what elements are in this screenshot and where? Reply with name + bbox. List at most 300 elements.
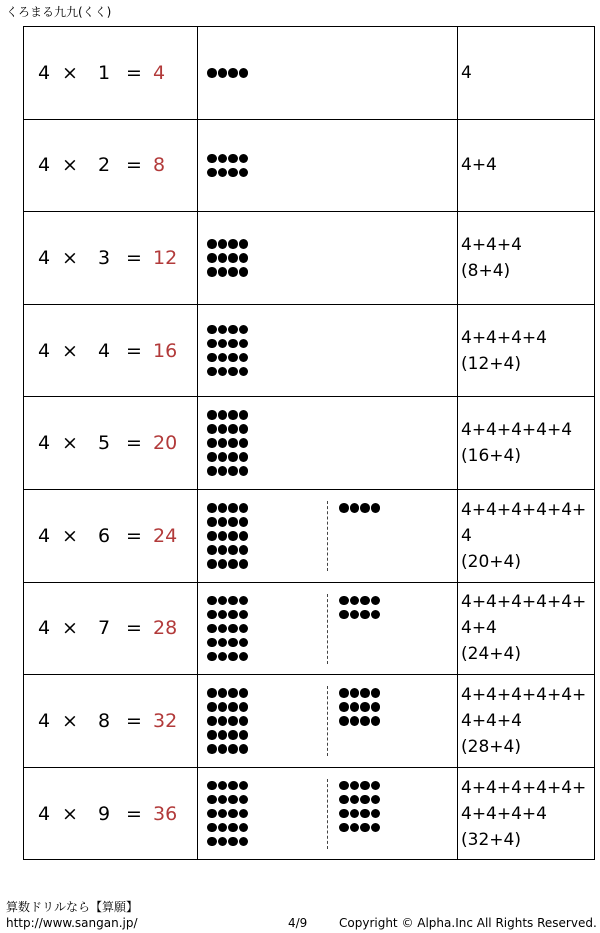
dots-cell [198, 304, 458, 397]
dot-icon [371, 823, 381, 833]
dot-icon [207, 624, 217, 634]
dot-icon [339, 795, 349, 805]
sum-cell [458, 119, 595, 212]
equals-sign: = [126, 617, 142, 640]
dot-icon [218, 438, 228, 448]
dot-icon [207, 424, 217, 434]
dot-icon [239, 795, 249, 805]
times-sign: × [62, 339, 78, 362]
dot-icon [207, 545, 217, 555]
dot-icon [207, 531, 217, 541]
dot-icon [371, 610, 381, 620]
dot-icon [207, 466, 217, 476]
equation [24, 525, 197, 547]
dot-icon [228, 837, 238, 847]
multiplier: 2 [97, 154, 111, 177]
dots-cell [198, 119, 458, 212]
equals-sign: = [126, 339, 142, 362]
times-sign: × [62, 709, 78, 732]
equation [24, 154, 197, 176]
dot-icon [207, 410, 217, 420]
dot-icon [218, 239, 228, 249]
equation-cell [24, 27, 198, 120]
dot-icon [207, 517, 217, 527]
multiplicand: 4 [37, 339, 51, 362]
dot-icon [360, 503, 370, 513]
dot-icon [360, 702, 370, 712]
multiplier: 7 [97, 617, 111, 640]
dot-icon [360, 781, 370, 791]
dot-icon [239, 168, 249, 178]
dot-icon [207, 730, 217, 740]
dot-icon [228, 452, 238, 462]
dot-icon [218, 253, 228, 263]
dot-icon [360, 716, 370, 726]
dot-icon [228, 466, 238, 476]
dot-icon [360, 688, 370, 698]
product: 4 [153, 61, 166, 84]
sum-line: (20+4) [461, 551, 521, 572]
equals-sign: = [126, 802, 142, 825]
table-row [24, 767, 595, 860]
dot-icon [360, 610, 370, 620]
dots-group-left [207, 68, 249, 78]
multiplicand: 4 [37, 709, 51, 732]
dot-icon [207, 325, 217, 335]
product: 32 [153, 709, 178, 732]
sum-line: 4+4+4+4+4+ [461, 592, 587, 613]
multiplier: 4 [97, 339, 111, 362]
dot-icon [350, 503, 360, 513]
dot-icon [207, 339, 217, 349]
multiplier: 6 [97, 524, 111, 547]
dashed-divider [327, 779, 328, 849]
dot-icon [228, 253, 238, 263]
dots-group-left [207, 596, 249, 662]
dot-icon [239, 688, 249, 698]
dot-icon [228, 267, 238, 277]
dot-icon [350, 688, 360, 698]
dot-icon [207, 154, 217, 164]
sum-line: 4 [461, 525, 472, 546]
dot-icon [239, 781, 249, 791]
dot-icon [228, 353, 238, 363]
equation [24, 803, 197, 825]
dot-icon [339, 610, 349, 620]
table-row [24, 675, 595, 768]
sum-line: (28+4) [461, 736, 521, 757]
dot-icon [371, 596, 381, 606]
dot-icon [228, 744, 238, 754]
dot-icon [207, 688, 217, 698]
dot-icon [218, 367, 228, 377]
dot-icon [228, 596, 238, 606]
dot-icon [239, 545, 249, 555]
dot-icon [371, 809, 381, 819]
dots-cell [198, 675, 458, 768]
sum-line: 4+4+4+4+4+ [461, 499, 587, 520]
sum-cell [458, 27, 595, 120]
dot-icon [218, 823, 228, 833]
dot-icon [228, 531, 238, 541]
sum-line: 4+4 [461, 618, 497, 639]
dots-group-left [207, 154, 249, 178]
sum-cell [458, 212, 595, 305]
times-sign: × [62, 154, 78, 177]
dots-group-left [207, 410, 249, 476]
dot-icon [207, 809, 217, 819]
dashed-divider [327, 594, 328, 664]
dot-icon [239, 610, 249, 620]
dot-icon [239, 652, 249, 662]
dot-icon [218, 781, 228, 791]
dot-icon [239, 559, 249, 569]
product: 28 [153, 617, 178, 640]
dot-icon [228, 716, 238, 726]
times-sign: × [62, 617, 78, 640]
dot-icon [228, 438, 238, 448]
dot-icon [228, 688, 238, 698]
dot-icon [228, 339, 238, 349]
table-row [24, 489, 595, 582]
dot-icon [239, 466, 249, 476]
dot-icon [239, 809, 249, 819]
dots-group-left [207, 325, 249, 377]
dot-icon [371, 781, 381, 791]
equation-cell [24, 767, 198, 860]
dot-icon [228, 652, 238, 662]
dot-icon [218, 424, 228, 434]
multiplier: 9 [97, 802, 111, 825]
dot-icon [239, 837, 249, 847]
equation [24, 617, 197, 639]
multiplicand: 4 [37, 524, 51, 547]
equals-sign: = [126, 61, 142, 84]
dot-icon [207, 702, 217, 712]
dot-icon [239, 68, 249, 78]
product: 24 [153, 524, 178, 547]
sum-line: (32+4) [461, 829, 521, 850]
dot-icon [339, 688, 349, 698]
dot-icon [228, 517, 238, 527]
dashed-divider [327, 501, 328, 571]
product: 12 [153, 246, 178, 269]
dots-cell [198, 397, 458, 490]
dot-icon [228, 325, 238, 335]
dot-icon [218, 688, 228, 698]
equation-cell [24, 119, 198, 212]
dot-icon [218, 730, 228, 740]
dot-icon [228, 239, 238, 249]
product: 16 [153, 339, 178, 362]
dot-icon [360, 596, 370, 606]
dot-icon [207, 596, 217, 606]
dot-icon [207, 239, 217, 249]
dot-icon [339, 823, 349, 833]
dots-group-right [339, 596, 381, 620]
dots-group-right [339, 503, 381, 513]
dots-cell [198, 212, 458, 305]
dot-icon [207, 68, 217, 78]
page-title: くろまる九九(くく) [6, 5, 112, 19]
equals-sign: = [126, 432, 142, 455]
dot-icon [218, 531, 228, 541]
dot-icon [339, 503, 349, 513]
dot-icon [239, 744, 249, 754]
dot-icon [218, 410, 228, 420]
dot-icon [239, 730, 249, 740]
dot-icon [371, 795, 381, 805]
sum-cell [458, 582, 595, 675]
dot-icon [228, 545, 238, 555]
dot-icon [218, 837, 228, 847]
dot-icon [218, 168, 228, 178]
dot-icon [371, 503, 381, 513]
table-row [24, 304, 595, 397]
dot-icon [239, 239, 249, 249]
dashed-divider [327, 686, 328, 756]
dot-icon [350, 596, 360, 606]
footer-site-name: 算数ドリルなら【算願】 [6, 900, 139, 914]
multiplicand: 4 [37, 154, 51, 177]
dot-icon [239, 702, 249, 712]
dot-icon [218, 466, 228, 476]
dot-icon [228, 410, 238, 420]
dot-icon [218, 452, 228, 462]
dots-cell [198, 767, 458, 860]
dot-icon [239, 410, 249, 420]
equals-sign: = [126, 524, 142, 547]
dot-icon [228, 624, 238, 634]
dot-icon [218, 325, 228, 335]
dot-icon [218, 652, 228, 662]
dot-icon [228, 424, 238, 434]
dot-icon [339, 596, 349, 606]
sum-cell [458, 489, 595, 582]
dot-icon [218, 339, 228, 349]
multiplier: 1 [97, 61, 111, 84]
dot-icon [350, 809, 360, 819]
dot-icon [207, 267, 217, 277]
equals-sign: = [126, 154, 142, 177]
dot-icon [207, 781, 217, 791]
dot-icon [218, 716, 228, 726]
dot-icon [228, 638, 238, 648]
dot-icon [239, 638, 249, 648]
dot-icon [207, 168, 217, 178]
multiplier: 3 [97, 246, 111, 269]
dot-icon [239, 624, 249, 634]
table-row [24, 582, 595, 675]
dot-icon [350, 795, 360, 805]
dot-icon [207, 652, 217, 662]
dot-icon [239, 438, 249, 448]
dot-icon [228, 168, 238, 178]
equation [24, 247, 197, 269]
dot-icon [218, 517, 228, 527]
times-sign: × [62, 61, 78, 84]
dot-icon [218, 545, 228, 555]
equation-cell [24, 397, 198, 490]
equation [24, 710, 197, 732]
dot-icon [350, 702, 360, 712]
equation-cell [24, 489, 198, 582]
dot-icon [350, 610, 360, 620]
table-row [24, 119, 595, 212]
dot-icon [350, 823, 360, 833]
dot-icon [239, 596, 249, 606]
dots-group-left [207, 688, 249, 754]
dot-icon [350, 716, 360, 726]
dot-icon [239, 531, 249, 541]
dot-icon [239, 267, 249, 277]
dot-icon [228, 154, 238, 164]
dots-cell [198, 489, 458, 582]
dot-icon [228, 702, 238, 712]
dot-icon [239, 339, 249, 349]
dot-icon [228, 781, 238, 791]
table-row [24, 397, 595, 490]
dot-icon [371, 702, 381, 712]
multiplicand: 4 [37, 802, 51, 825]
dot-icon [218, 353, 228, 363]
dot-icon [207, 367, 217, 377]
equals-sign: = [126, 246, 142, 269]
dot-icon [228, 68, 238, 78]
dot-icon [218, 154, 228, 164]
dots-group-left [207, 239, 249, 277]
equation-cell [24, 304, 198, 397]
dot-icon [228, 823, 238, 833]
dot-icon [228, 730, 238, 740]
dots-group-right [339, 781, 381, 833]
dot-icon [207, 353, 217, 363]
dot-icon [207, 610, 217, 620]
multiplication-table [23, 26, 595, 860]
dot-icon [239, 823, 249, 833]
dot-icon [207, 253, 217, 263]
dot-icon [207, 638, 217, 648]
times-sign: × [62, 246, 78, 269]
dots-group-right [339, 688, 381, 726]
sum-line: (24+4) [461, 644, 521, 665]
dot-icon [228, 559, 238, 569]
dot-icon [218, 809, 228, 819]
dots-group-left [207, 781, 249, 847]
sum-line: 4+4 [461, 155, 497, 176]
sum-line: 4+4+4+4+4 [461, 420, 573, 441]
product: 8 [153, 154, 166, 177]
dot-icon [218, 702, 228, 712]
dot-icon [360, 823, 370, 833]
dot-icon [339, 716, 349, 726]
product: 36 [153, 802, 178, 825]
sum-line: 4+4+4+4+4+ [461, 777, 587, 798]
copyright-text: Copyright © Alpha.Inc All Rights Reserved. [339, 916, 597, 930]
dot-icon [228, 809, 238, 819]
times-sign: × [62, 432, 78, 455]
dot-icon [239, 503, 249, 513]
equation-cell [24, 212, 198, 305]
dot-icon [239, 452, 249, 462]
equation [24, 62, 197, 84]
dot-icon [207, 823, 217, 833]
dot-icon [239, 353, 249, 363]
sum-cell [458, 675, 595, 768]
dot-icon [239, 154, 249, 164]
dots-group-left [207, 503, 249, 569]
multiplicand: 4 [37, 617, 51, 640]
equation [24, 432, 197, 454]
dot-icon [360, 809, 370, 819]
dot-icon [207, 716, 217, 726]
sum-line: 4+4+4+4 [461, 803, 547, 824]
dot-icon [207, 795, 217, 805]
sum-line: (16+4) [461, 446, 521, 467]
multiplicand: 4 [37, 61, 51, 84]
dot-icon [339, 809, 349, 819]
dot-icon [239, 367, 249, 377]
dot-icon [218, 638, 228, 648]
equation [24, 340, 197, 362]
dot-icon [218, 559, 228, 569]
page-number: 4/9 [288, 916, 308, 930]
sum-line: (12+4) [461, 353, 521, 374]
dot-icon [218, 610, 228, 620]
sum-line: 4+4+4 [461, 234, 522, 255]
dot-icon [218, 624, 228, 634]
dot-icon [239, 253, 249, 263]
multiplier: 5 [97, 432, 111, 455]
sum-line: 4+4+4 [461, 710, 522, 731]
dot-icon [207, 438, 217, 448]
dot-icon [218, 744, 228, 754]
dot-icon [360, 795, 370, 805]
dot-icon [228, 795, 238, 805]
sum-line: 4 [461, 62, 472, 83]
multiplicand: 4 [37, 432, 51, 455]
multiplier: 8 [97, 709, 111, 732]
dot-icon [218, 267, 228, 277]
dot-icon [339, 781, 349, 791]
dot-icon [218, 68, 228, 78]
times-sign: × [62, 524, 78, 547]
dot-icon [228, 503, 238, 513]
dot-icon [371, 688, 381, 698]
sum-line: 4+4+4+4+4+ [461, 684, 587, 705]
equation-cell [24, 675, 198, 768]
footer-url[interactable]: http://www.sangan.jp/ [6, 916, 138, 930]
dot-icon [371, 716, 381, 726]
dot-icon [239, 325, 249, 335]
multiplicand: 4 [37, 246, 51, 269]
times-sign: × [62, 802, 78, 825]
sum-cell [458, 397, 595, 490]
dot-icon [207, 744, 217, 754]
dot-icon [218, 596, 228, 606]
sum-cell [458, 767, 595, 860]
equals-sign: = [126, 709, 142, 732]
dot-icon [207, 452, 217, 462]
dot-icon [239, 424, 249, 434]
equation-cell [24, 582, 198, 675]
sum-line: 4+4+4+4 [461, 327, 547, 348]
dot-icon [207, 559, 217, 569]
dot-icon [228, 610, 238, 620]
table-row [24, 212, 595, 305]
sum-line: (8+4) [461, 260, 511, 281]
dot-icon [339, 702, 349, 712]
